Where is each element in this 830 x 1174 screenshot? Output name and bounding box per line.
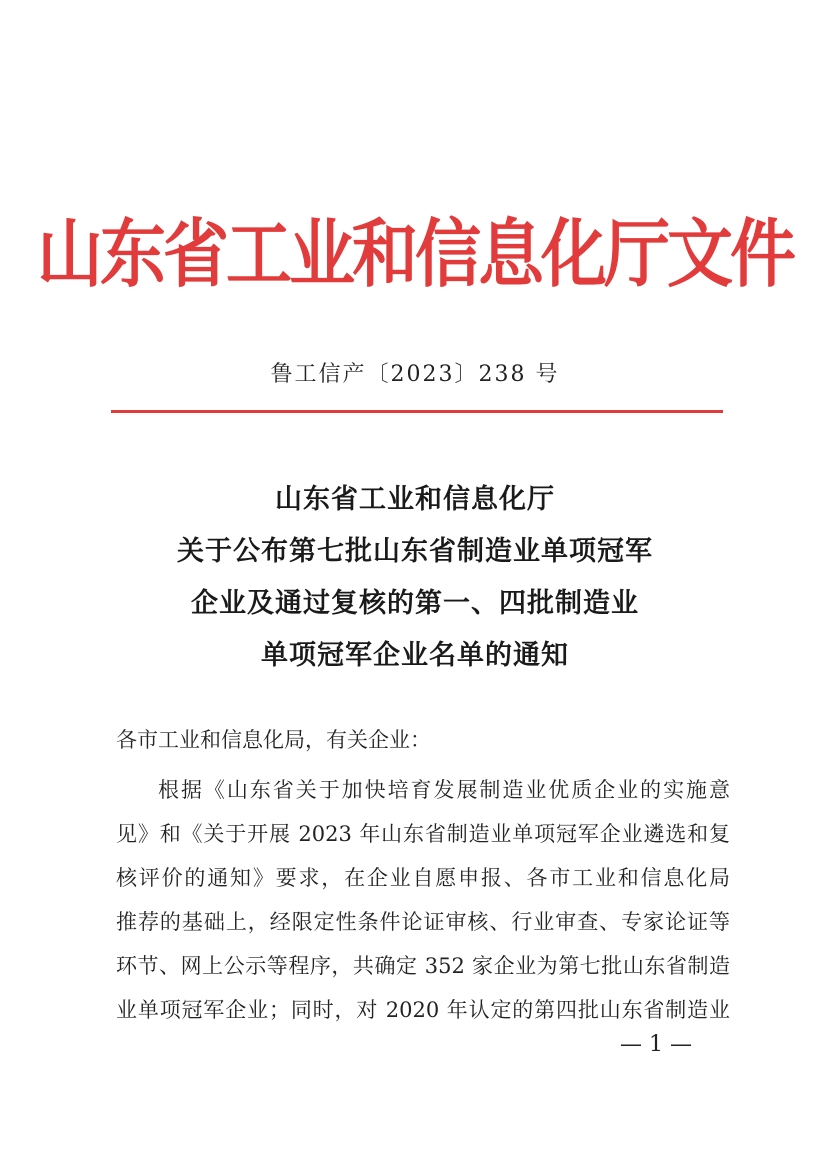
body-line-4: 推荐的基础上，经限定性条件论证审核、行业审查、专家论证等 bbox=[116, 910, 730, 934]
title-line-2: 关于公布第七批山东省制造业单项冠军 bbox=[177, 536, 653, 567]
body-paragraph bbox=[116, 768, 730, 1032]
masthead-title: 山东省工业和信息化厅文件 bbox=[37, 209, 793, 298]
title-line-4: 单项冠军企业名单的通知 bbox=[261, 640, 569, 671]
page-number: — 1 — bbox=[620, 1032, 692, 1057]
red-divider-line bbox=[111, 410, 723, 413]
title-line-1: 山东省工业和信息化厅 bbox=[275, 484, 555, 515]
salutation: 各市工业和信息化局，有关企业： bbox=[116, 728, 431, 752]
title-line-3: 企业及通过复核的第一、四批制造业 bbox=[191, 588, 639, 619]
body-line-5: 环节、网上公示等程序，共确定 352 家企业为第七批山东省制造 bbox=[116, 954, 730, 978]
document-number: 鲁工信产〔2023〕238 号 bbox=[270, 362, 560, 387]
body-line-6: 业单项冠军企业；同时，对 2020 年认定的第四批山东省制造业 bbox=[116, 998, 730, 1022]
notice-title bbox=[0, 474, 830, 682]
body-line-2: 见》和《关于开展 2023 年山东省制造业单项冠军企业遴选和复 bbox=[116, 822, 730, 846]
body-line-3: 核评价的通知》要求，在企业自愿申报、各市工业和信息化局 bbox=[116, 866, 730, 890]
body-line-1: 根据《山东省关于加快培育发展制造业优质企业的实施意 bbox=[158, 778, 730, 802]
